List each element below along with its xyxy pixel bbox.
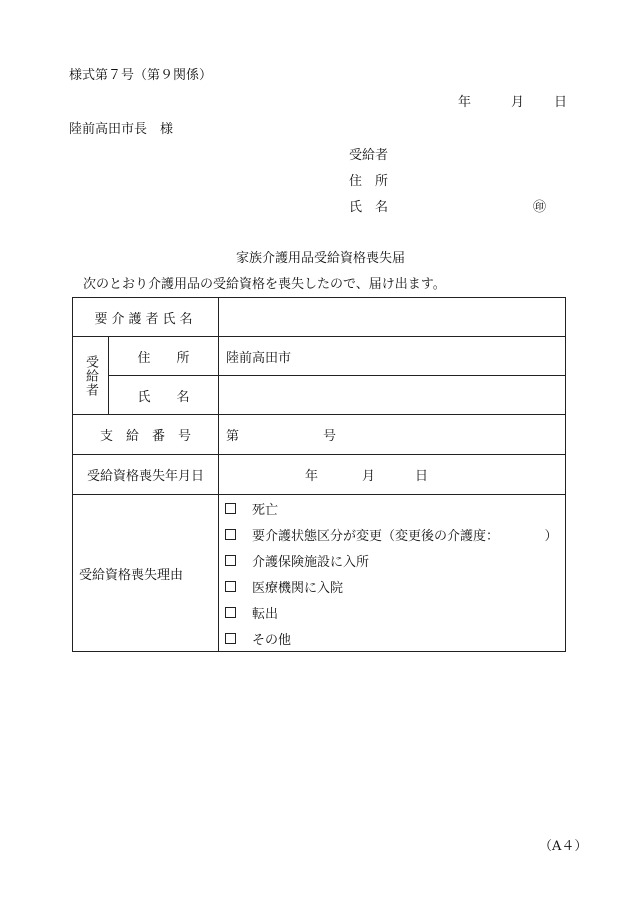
reason-option-hospitalization[interactable]: 医療機関に入院 [219,573,565,599]
name-label: 氏 名 [109,376,219,415]
checkbox[interactable] [225,581,236,592]
table-row [73,495,566,652]
payment-number-field[interactable] [219,415,566,455]
applicant-address-label: 住 所 [349,174,389,189]
reason-option-moved-out[interactable]: 転出 [219,599,565,625]
submission-date [458,96,567,109]
date-day: 日 [554,95,568,110]
recipient-label: 受給者 [349,148,389,163]
loss-reason-label: 受給資格喪失理由 [73,495,219,652]
checkbox[interactable] [225,607,236,618]
seal-mark: ㊞ [533,200,547,215]
date-month: 月 [511,95,525,110]
loss-notification-table [72,297,566,652]
recipient-group-label: 受給者 [73,337,109,415]
care-person-name-label: 要介護者氏名 [73,298,219,337]
date-year: 年 [458,95,472,110]
checkbox[interactable] [225,503,236,514]
reason-option-care-level-change[interactable]: 要介護状態区分が変更（変更後の介護度： ） [219,521,565,547]
name-field[interactable] [219,376,566,415]
loss-day: 日 [415,469,429,484]
paper-size-note: （A４） [539,839,588,854]
loss-year: 年 [305,469,319,484]
address-label: 住 所 [109,337,219,376]
table-row [73,298,566,337]
loss-reason-options [219,495,566,652]
reason-option-death[interactable]: 死亡 [219,495,565,521]
loss-date-label: 受給資格喪失年月日 [73,455,219,495]
addressee: 陸前高田市長 様 [69,122,174,137]
applicant-name-label: 氏 名 [349,200,389,215]
care-person-name-field[interactable] [219,298,566,337]
form-number: 様式第７号（第９関係） [69,68,213,83]
payment-number-suffix: 号 [323,429,337,444]
table-row [73,455,566,495]
table-row [73,337,566,376]
payment-number-prefix: 第 [226,429,240,444]
payment-number-label: 支 給 番 号 [73,415,219,455]
checkbox[interactable] [225,633,236,644]
checkbox[interactable] [225,555,236,566]
document-title: 家族介護用品受給資格喪失届 [236,251,406,266]
reason-option-other[interactable]: その他 [219,625,565,651]
loss-month: 月 [362,469,376,484]
intro-text: 次のとおり介護用品の受給資格を喪失したので、届け出ます。 [83,277,446,292]
checkbox[interactable] [225,529,236,540]
reason-option-facility-admission[interactable]: 介護保険施設に入所 [219,547,565,573]
table-row [73,415,566,455]
table-row [73,376,566,415]
address-field[interactable]: 陸前高田市 [219,337,566,376]
loss-date-field[interactable] [219,455,566,495]
